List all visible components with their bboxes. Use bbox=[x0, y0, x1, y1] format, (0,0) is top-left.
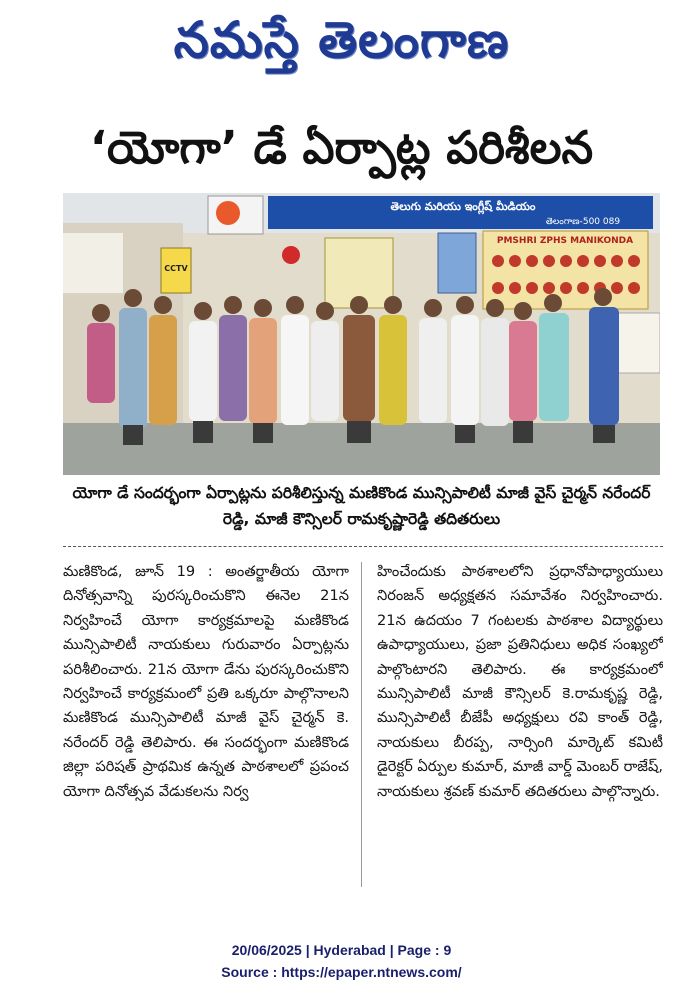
school-staff-board-title: PMSHRI ZPHS MANIKONDA bbox=[496, 236, 634, 246]
article-column-right: హించేందుకు పాఠశాలలోని ప్రధానోపాధ్యాయులు నిరంజన్ అధ్యక్షతన సమావేశం నిర్వహించారు. 21న ఉదయం 7 గంటలకు పాఠశాల విద్యార్థులు ఉపాధ్యాయులు, ప్రజా ప్రతినిధులు అధిక సంఖ్యలో పాల్గొంటారని తెలిపారు. ఈ కార్యక్రమంలో మున్సిపాలిటీ మాజీ కౌన్సిలర్ కె.రామకృష్ణ రెడ్డి, మున్సిపాలిటీ బీజేపీ అధ్యక్షులు రవి కాంత్ రెడ్డి, నాయకులు బీరప్ప, నార్సింగి మార్కెట్ కమిటీ డైరెక్టర్ ఏర్పుల కుమార్, మాజీ వార్డ్ మెంబర్ రాజేష్, నాయకులు శ్రవణ్ కుమార్ తదితరులు పాల్గొన్నారు. bbox=[377, 563, 663, 800]
school-banner-text: తెలుగు మరియు ఇంగ్లీష్ మీడియం bbox=[390, 200, 536, 213]
column-divider bbox=[361, 562, 362, 887]
masthead-title: నమస్తే తెలంగాణ bbox=[173, 10, 510, 69]
cctv-label: CCTV bbox=[164, 264, 188, 273]
news-photo bbox=[63, 193, 660, 475]
article-column-left: మణికొండ, జూన్ 19 : అంతర్జాతీయ యోగా దినోత్సవాన్ని పురస్కరించుకొని ఈనెల 21న నిర్వహించే యోగా కార్యక్రమాలపై మణికొండ మున్సిపాలిటీ నాయకులు గురువారం ఏర్పాట్లను పరిశీలించారు. 21న యోగా డేను పురస్కరించుకొని నిర్వహించే కార్యక్రమంలో ప్రతి ఒక్కరూ పాల్గొనాలని మణికొండ మున్సిపాలిటీ మాజీ వైస్ చైర్మన్ కె. నరేందర్ రెడ్డి తెలిపారు. ఈ సందర్భంగా మణికొండ జిల్లా పరిషత్ ప్రాథమిక ఉన్నత పాఠశాలలో ప్రపంచ యోగా దినోత్సవ వేడుకలను నిర్వ bbox=[63, 563, 349, 800]
caption-divider bbox=[63, 546, 663, 547]
footer-date-page: 20/06/2025 | Hyderabad | Page : 9 bbox=[231, 942, 452, 958]
article-headline: ‘యోగా’ డే ఏర్పాట్ల పరిశీలన bbox=[89, 121, 594, 174]
footer-source-link[interactable]: Source : https://epaper.ntnews.com/ bbox=[221, 964, 462, 980]
group-photo-illustration bbox=[63, 193, 660, 475]
photo-caption: యోగా డే సందర్భంగా ఏర్పాట్లను పరిశీలిస్తున్న మణికొండ మున్సిపాలిటీ మాజీ వైస్ చైర్మన్ నరేందర్ రెడ్డి, మాజీ కౌన్సిలర్ రామకృష్ణారెడ్డి తదితరులు bbox=[72, 484, 651, 528]
school-banner-subtext: తెలంగాణ-500 089 bbox=[545, 217, 621, 227]
